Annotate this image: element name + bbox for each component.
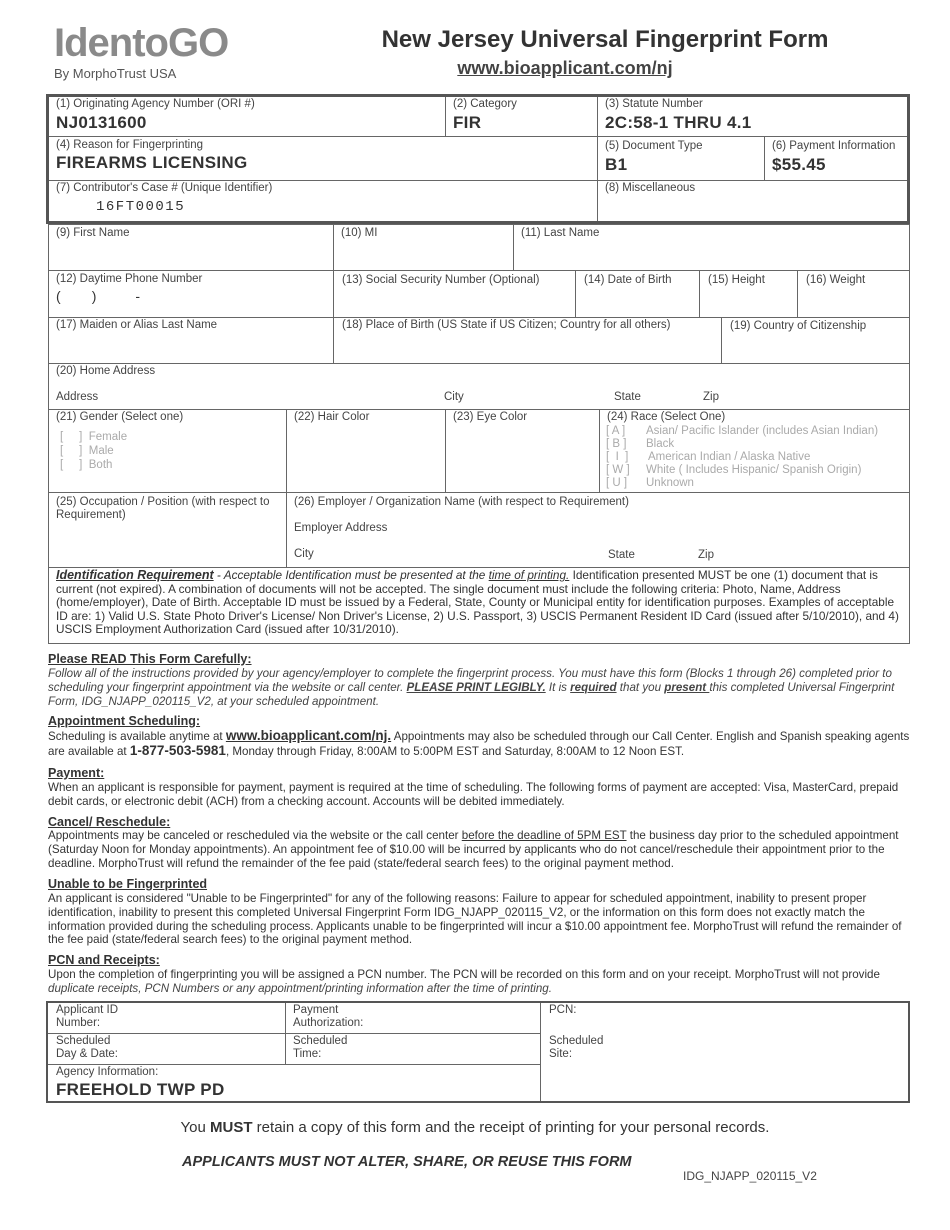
scheduling-text [48, 729, 914, 759]
employer-state-label[interactable]: State [608, 549, 635, 561]
pcn-title: PCN and Receipts: [48, 953, 160, 967]
print-legibly: PLEASE PRINT LEGIBLY. [406, 680, 546, 694]
retain-pre: You [180, 1119, 211, 1136]
race-option-unknown: Unknown [646, 477, 694, 489]
applicant-id-label[interactable]: Applicant ID Number: [56, 1004, 119, 1029]
logo-subtitle: By MorphoTrust USA [54, 66, 177, 81]
phone-label[interactable]: (12) Daytime Phone Number [56, 273, 203, 285]
state-label[interactable]: State [614, 391, 641, 403]
retain-must: MUST [210, 1119, 253, 1136]
cancel-text [48, 829, 914, 870]
gender-label: (21) Gender (Select one) [56, 411, 184, 423]
dob-label[interactable]: (14) Date of Birth [584, 274, 672, 286]
hair-label[interactable]: (22) Hair Color [294, 411, 370, 423]
pcn-p2: duplicate receipts, PCN Numbers or any appointment/printing information after the time of printing. [48, 981, 552, 995]
home-address-label: (20) Home Address [56, 365, 156, 377]
case-label: (7) Contributor's Case # (Unique Identifier) [56, 182, 273, 194]
reason-label: (4) Reason for Fingerprinting [56, 139, 204, 151]
sched-time-label[interactable]: Scheduled Time: [293, 1035, 348, 1060]
header-url[interactable]: www.bioapplicant.com/nj [457, 58, 673, 78]
unable-text: An applicant is considered "Unable to be Fingerprinted" for any of the following reasons: Failure to appear for scheduled appointment, inability to present proper identification, inability to present this completed Universal Fingerprint Form IDG_NJAPP_020115_V2, or the information on this form does not exactly match the information provided during the scheduling process. Applicants unable to be fingerprinted will incur a $10.00 appointment fee. MorphoTrust will refund the remainder of the fee paid (state/federal search fees) to the original payment method. [48, 892, 902, 947]
category-value[interactable]: FIR [453, 113, 482, 132]
scheduling-url[interactable]: www.bioapplicant.com/nj. [225, 728, 392, 743]
pob-label[interactable]: (18) Place of Birth (US State if US Citizen; Country for all others) [342, 319, 671, 331]
pcn-p1: Upon the completion of fingerprinting you will be assigned a PCN number. The PCN will be recorded on this form and on your receipt. MorphoTrust will not provide [48, 968, 880, 981]
read-p4: this completed Universal Fingerprint Form, IDG_NJAPP_020115_V2, at your scheduled appointment. [48, 680, 895, 708]
read-required: required [570, 680, 617, 694]
height-label[interactable]: (15) Height [708, 274, 765, 286]
logo-text: IdentoGO [54, 21, 229, 65]
employer-city-label[interactable]: City [294, 548, 314, 560]
doctype-value[interactable]: B1 [605, 155, 628, 174]
cancel-title: Cancel/ Reschedule: [48, 815, 171, 829]
race-option-native: American Indian / Alaska Native [648, 451, 811, 463]
retain-notice [0, 1119, 950, 1136]
cancel-p1: Appointments may be canceled or rescheduled via the website or the call center [48, 829, 462, 842]
employer-address-label[interactable]: Employer Address [294, 522, 388, 534]
gender-option-male[interactable]: [ ] Male [60, 445, 114, 457]
read-text [48, 667, 914, 708]
race-label: (24) Race (Select One) [607, 411, 726, 423]
read-p1: Follow all of the instructions provided by your agency/employer to complete the fingerprint process. You must have this form (Blocks 1 through 26) completed prior to scheduling your fingerprint appointment via the website or call center. [48, 667, 892, 694]
page-title: New Jersey Universal Fingerprint Form [381, 26, 829, 53]
id-requirement-title: Identification Requirement [56, 568, 214, 582]
eye-label[interactable]: (23) Eye Color [453, 411, 528, 423]
payment-auth-label[interactable]: Payment Authorization: [293, 1004, 364, 1029]
gender-option-both[interactable]: [ ] Both [60, 459, 113, 471]
read-p3: that you [616, 680, 665, 694]
scheduling-title: Appointment Scheduling: [48, 714, 201, 728]
race-code-u[interactable]: [ U ] [606, 477, 628, 489]
id-requirement [56, 569, 906, 637]
last-name-label[interactable]: (11) Last Name [521, 227, 600, 239]
form-id: IDG_NJAPP_020115_V2 [683, 1169, 817, 1183]
read-p2: It is [545, 680, 571, 694]
race-code-i[interactable]: [ I ] [606, 451, 629, 463]
maiden-label[interactable]: (17) Maiden or Alias Last Name [56, 319, 218, 331]
payment-title: Payment: [48, 766, 105, 780]
cancel-p2: the business day prior to the scheduled appointment (Saturday Noon for Monday appointments). An appointment fee of $10.00 will be incurred by applicants who do not cancel/reschedule their appointment prior to the deadline. MorphoTrust will refund the remainder of the fee paid (state/federal search fees) to the original payment method. [48, 829, 899, 870]
mi-label[interactable]: (10) MI [341, 227, 378, 239]
statute-value[interactable]: 2C:58-1 THRU 4.1 [605, 113, 752, 132]
read-present: present [664, 680, 710, 694]
race-code-b[interactable]: [ B ] [606, 438, 627, 450]
payment-text: When an applicant is responsible for payment, payment is required at the time of scheduling. The following forms of payment are accepted: Visa, MasterCard, prepaid debit cards, or electronic debit (ACH) from a checking account. Accounts will be debited immediately. [48, 781, 899, 808]
sched-day-label[interactable]: Scheduled Day & Date: [56, 1035, 118, 1060]
race-option-white: White ( Includes Hispanic/ Spanish Origin) [646, 464, 862, 476]
ori-value[interactable]: NJ0131600 [56, 113, 147, 132]
cancel-deadline: before the deadline of 5PM EST [461, 829, 627, 842]
statute-label: (3) Statute Number [605, 98, 703, 110]
sched-p1: Scheduling is available anytime at [48, 730, 226, 743]
agency-info-label: Agency Information: [56, 1066, 159, 1078]
ssn-label[interactable]: (13) Social Security Number (Optional) [342, 274, 540, 286]
retain-post: retain a copy of this form and the receipt of printing for your personal records. [252, 1119, 770, 1136]
reuse-warning: APPLICANTS MUST NOT ALTER, SHARE, OR REUSE THIS FORM [182, 1154, 632, 1170]
sched-site-label[interactable]: Scheduled Site: [549, 1035, 604, 1060]
unable-title: Unable to be Fingerprinted [48, 877, 208, 891]
address-label[interactable]: Address [56, 391, 99, 403]
pcn-text [48, 968, 914, 996]
read-title: Please READ This Form Carefully: [48, 652, 252, 666]
pcn-label[interactable]: PCN: [549, 1004, 577, 1016]
race-option-black: Black [646, 438, 675, 450]
employer-label[interactable]: (26) Employer / Organization Name (with respect to Requirement) [294, 496, 629, 508]
first-name-label[interactable]: (9) First Name [56, 227, 130, 239]
id-requirement-intro: - Acceptable Identification must be presented at the [213, 568, 489, 582]
payment-info-label: (6) Payment Information [772, 140, 896, 152]
reason-value[interactable]: FIREARMS LICENSING [56, 153, 248, 172]
misc-label: (8) Miscellaneous [605, 182, 696, 194]
logo [54, 22, 274, 64]
race-code-w[interactable]: [ W ] [606, 464, 630, 476]
doctype-label: (5) Document Type [605, 140, 703, 152]
weight-label[interactable]: (16) Weight [806, 274, 866, 286]
gender-option-female[interactable]: [ ] Female [60, 431, 128, 443]
payment-info-value[interactable]: $55.45 [772, 155, 826, 174]
city-label[interactable]: City [444, 391, 464, 403]
call-center-phone[interactable]: 1-877-503-5981 [129, 742, 226, 758]
employer-zip-label[interactable]: Zip [698, 549, 714, 561]
sched-p3: , Monday through Friday, 8:00AM to 5:00PM EST and Saturday, 8:00AM to 12 Noon EST. [225, 744, 685, 758]
id-requirement-time: time of printing. [488, 568, 570, 582]
category-label: (2) Category [453, 98, 517, 110]
occupation-label[interactable]: (25) Occupation / Position (with respect to Requirement) [56, 496, 270, 521]
phone-mask: ( ) - [56, 288, 140, 304]
id-requirement-text: Identification presented MUST be one (1) document that is current (not expired). A combination of documents will not be accepted. The single document must include the following criteria: Photo, Name, Address (home/employer), Date of Birth. Acceptable ID must be issued by a Federal, State, County or Municipal entity for identification purposes. Examples of acceptable ID are: 1) Valid U.S. State Photo Driver's License/ Non Driver's License, 2) U.S. Passport, 3) USCIS Permanent Resident ID Card (issued after 5/10/2010), and 4) USCIS Employment Authorization Card (issued after 10/31/2010). [56, 568, 899, 637]
ori-label: (1) Originating Agency Number (ORI #) [56, 98, 255, 110]
race-option-asian: Asian/ Pacific Islander (includes Asian Indian) [646, 425, 879, 437]
zip-label[interactable]: Zip [703, 391, 719, 403]
case-value[interactable]: 16FT00015 [96, 199, 186, 215]
race-code-a[interactable]: [ A ] [606, 425, 626, 437]
citizenship-label[interactable]: (19) Country of Citizenship [730, 320, 867, 332]
agency-info-value[interactable]: FREEHOLD TWP PD [56, 1080, 225, 1099]
sched-p2: Appointments may also be scheduled through our Call Center. English and Spanish speaking agents are available at [48, 730, 910, 758]
